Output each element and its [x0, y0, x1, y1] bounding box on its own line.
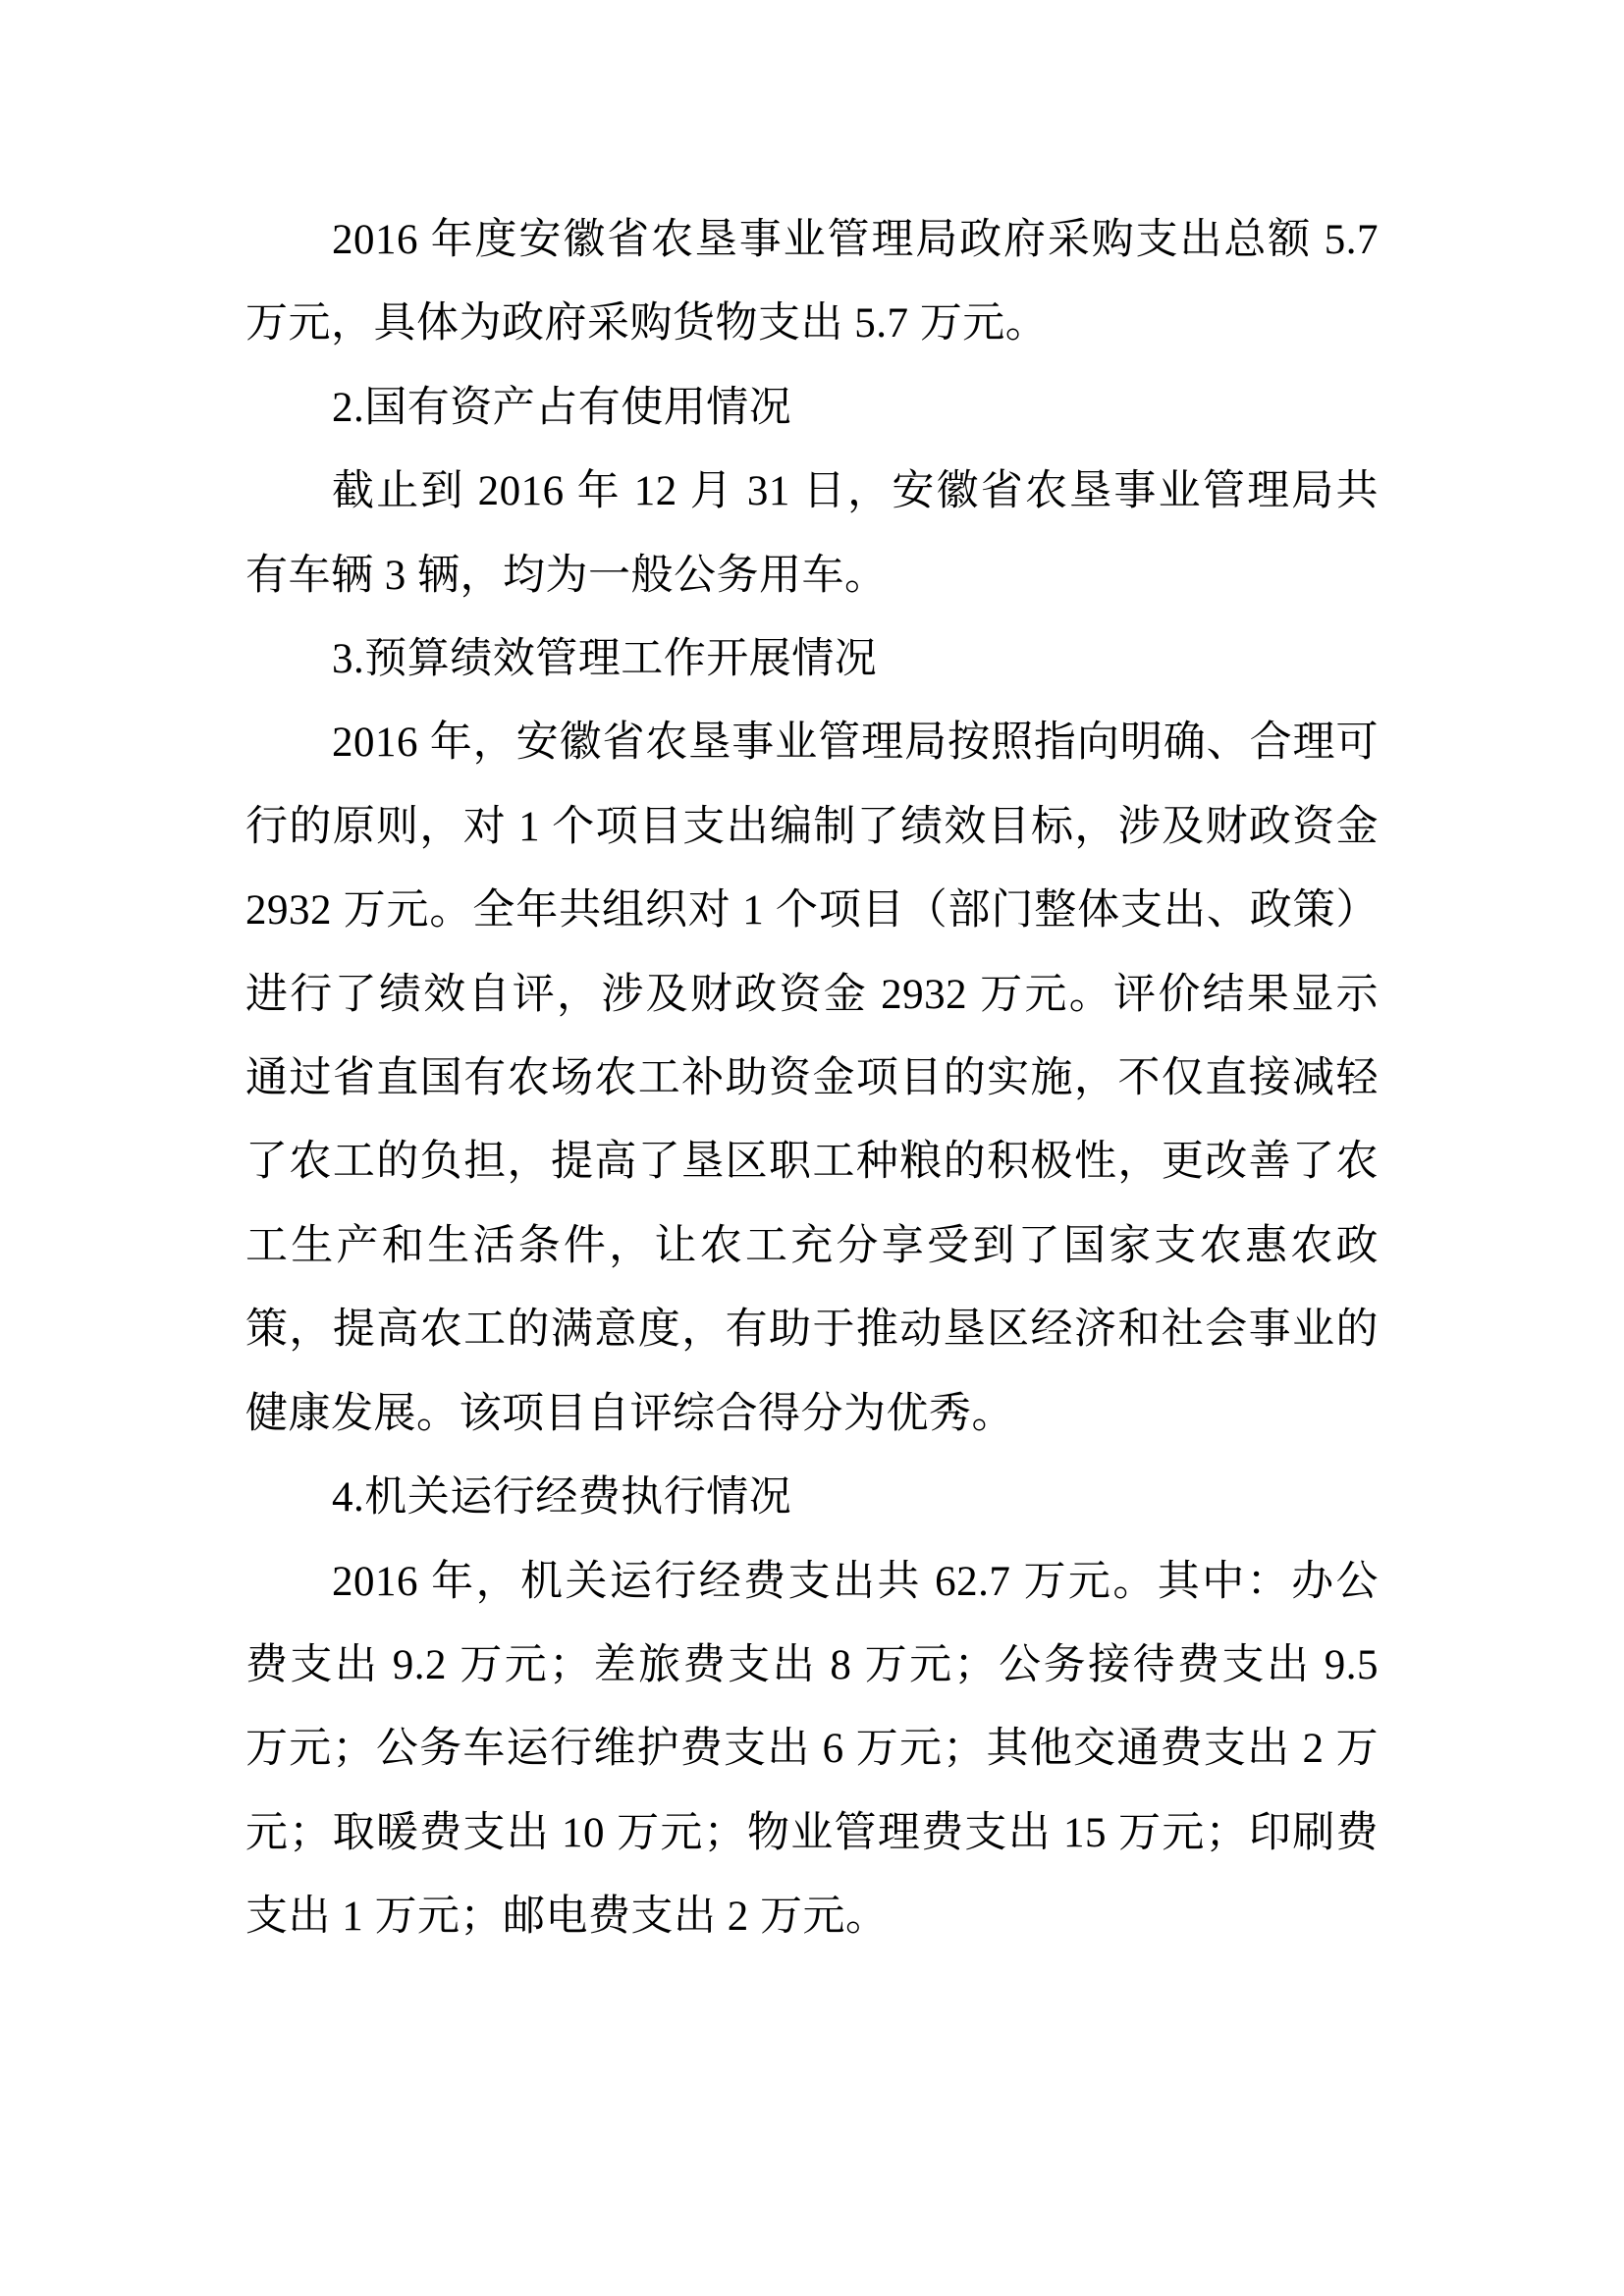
- text-line-4: 截止到 2016 年 12 月 31 日，安徽省农垦事业管理局共: [332, 468, 1379, 515]
- text-line-17: 2016 年，机关运行经费支出共 62.7 万元。其中：办公: [332, 1558, 1379, 1605]
- document-text-block: [245, 198, 1379, 1959]
- text-line-15: 健康发展。该项目自评综合得分为优秀。: [245, 1390, 1014, 1437]
- text-line-8: 行的原则，对 1 个项目支出编制了绩效目标，涉及财政资金: [245, 803, 1379, 850]
- text-line-21: 支出 1 万元；邮电费支出 2 万元。: [245, 1894, 889, 1941]
- heading-agency-operating-costs: 4.机关运行经费执行情况: [332, 1474, 792, 1522]
- text-line-7: 2016 年，安徽省农垦事业管理局按照指向明确、合理可: [332, 720, 1379, 767]
- heading-state-assets: 2.国有资产占有使用情况: [332, 384, 792, 431]
- text-line-1: 2016 年度安徽省农垦事业管理局政府采购支出总额 5.7: [332, 217, 1379, 263]
- text-line-10: 进行了绩效自评，涉及财政资金 2932 万元。评价结果显示: [245, 971, 1379, 1018]
- text-line-2: 万元，具体为政府采购货物支出 5.7 万元。: [245, 300, 1049, 347]
- text-line-13: 工生产和生活条件，让农工充分享受到了国家支农惠农政: [245, 1222, 1379, 1269]
- text-line-5: 有车辆 3 辆，均为一般公务用车。: [245, 552, 888, 599]
- heading-budget-performance: 3.预算绩效管理工作开展情况: [332, 636, 878, 683]
- text-line-18: 费支出 9.2 万元；差旅费支出 8 万元；公务接待费支出 9.5: [245, 1641, 1379, 1688]
- text-line-9: 2932 万元。全年共组织对 1 个项目（部门整体支出、政策）: [245, 887, 1379, 934]
- text-line-19: 万元；公务车运行维护费支出 6 万元；其他交通费支出 2 万: [245, 1726, 1379, 1773]
- text-line-20: 元；取暖费支出 10 万元；物业管理费支出 15 万元；印刷费: [245, 1809, 1379, 1856]
- text-line-11: 通过省直国有农场农工补助资金项目的实施，不仅直接减轻: [245, 1055, 1379, 1102]
- text-line-12: 了农工的负担，提高了垦区职工种粮的积极性，更改善了农: [245, 1139, 1379, 1186]
- text-line-14: 策，提高农工的满意度，有助于推动垦区经济和社会事业的: [245, 1307, 1379, 1354]
